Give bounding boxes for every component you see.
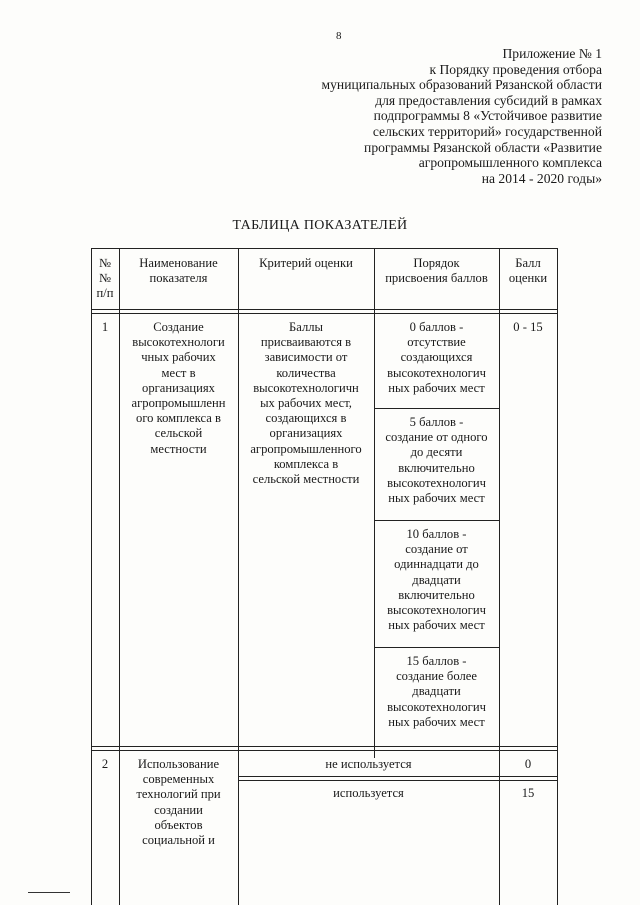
table-border bbox=[91, 309, 558, 310]
table-border bbox=[238, 750, 239, 905]
appendix-line: сельских территорий» государственной bbox=[372, 123, 602, 139]
appendix-line: на 2014 - 2020 годы» bbox=[481, 170, 602, 186]
row2-option-label: не используется bbox=[325, 757, 412, 771]
table-border bbox=[374, 408, 499, 409]
row2-option-score: 0 bbox=[524, 757, 532, 771]
appendix-line: к Порядку проведения отбора bbox=[429, 61, 602, 77]
table-border bbox=[238, 776, 558, 777]
row1-name: Создание высокотехнологи чных рабочих мест в организациях агропромышленн ого комплекса в сельской местности bbox=[131, 320, 226, 456]
row2-num: 2 bbox=[101, 757, 109, 771]
appendix-line: программы Рязанской области «Развитие bbox=[364, 139, 602, 155]
row2-option-score: 15 bbox=[521, 786, 535, 800]
table-border bbox=[91, 313, 558, 314]
table-border bbox=[91, 746, 558, 747]
appendix-line: муниципальных образований Рязанской области bbox=[321, 77, 602, 93]
table-border bbox=[91, 248, 92, 905]
row1-num: 1 bbox=[101, 320, 109, 334]
footnote-separator bbox=[28, 892, 70, 893]
appendix-line: для предоставления субсидий в рамках bbox=[375, 92, 602, 108]
row2-name: Использование современных технологий при создании объектов социальной и bbox=[136, 757, 221, 848]
appendix-line: Приложение № 1 bbox=[502, 46, 602, 61]
header-num: № № п/п bbox=[96, 256, 114, 300]
table-border bbox=[91, 248, 558, 249]
header-criterion: Критерий оценки bbox=[259, 256, 353, 270]
table-border bbox=[374, 520, 499, 521]
row2-option-label: используется bbox=[333, 786, 404, 800]
header-score: Балл оценки bbox=[508, 256, 548, 286]
appendix-line: подпрограммы 8 «Устойчивое развитие bbox=[373, 108, 602, 124]
table-border bbox=[557, 248, 558, 905]
row1-order-15: 15 баллов - создание более двадцати высокотехнологич ных рабочих мест bbox=[387, 654, 486, 729]
row1-criterion: Баллы присваиваются в зависимости от количества высокотехнологичн ых рабочих мест, создающихся в организациях агропромышленного комплекса в сельской местности bbox=[250, 320, 362, 487]
appendix-line: агропромышленного комплекса bbox=[418, 155, 602, 171]
appendix-header bbox=[272, 46, 602, 186]
row1-score: 0 - 15 bbox=[513, 320, 543, 334]
table-border bbox=[374, 647, 499, 648]
row1-order-0: 0 баллов - отсутствие создающихся высокотехнологич ных рабочих мест bbox=[387, 320, 486, 395]
header-order: Порядок присвоения баллов bbox=[385, 256, 488, 286]
page-number: 8 bbox=[336, 30, 342, 42]
table-border bbox=[91, 750, 558, 751]
table-title: ТАБЛИЦА ПОКАЗАТЕЛЕЙ bbox=[232, 218, 408, 233]
row1-order-5: 5 баллов - создание от одного до десяти включительно высокотехнологич ных рабочих мест bbox=[385, 415, 488, 506]
table-border bbox=[499, 248, 500, 905]
table-border bbox=[238, 780, 558, 781]
row1-order-10: 10 баллов - создание от одиннадцати до двадцати включительно высокотехнологич ных рабочих мест bbox=[387, 527, 486, 633]
header-name: Наименование показателя bbox=[139, 256, 218, 286]
